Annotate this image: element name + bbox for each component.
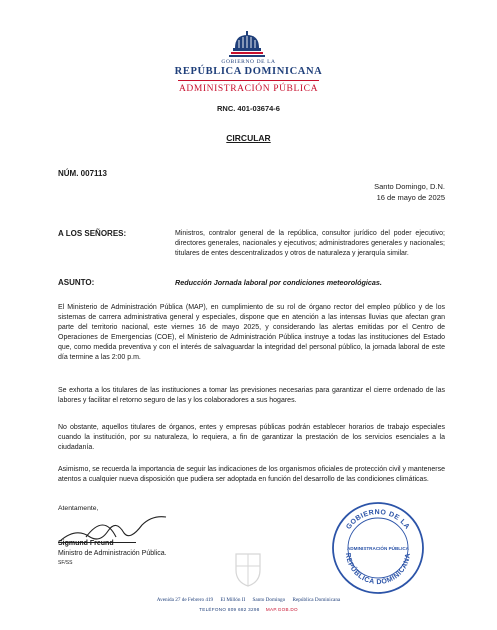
footer-phone: TELÉFONO 809 682 3298 bbox=[199, 607, 260, 612]
footer-street: Avenida 27 de Febrero 419 bbox=[156, 597, 214, 603]
place-date bbox=[374, 181, 445, 203]
dome-logo-icon bbox=[229, 31, 265, 57]
svg-text:REPÚBLICA DOMINICANA bbox=[344, 552, 412, 586]
official-seal-stamp bbox=[330, 500, 426, 596]
government-small-text: GOBIERNO DE LA bbox=[221, 59, 276, 65]
recipients-label: A LOS SEÑORES: bbox=[58, 229, 127, 238]
rnc-number: RNC. 401-03674-6 bbox=[217, 104, 280, 113]
footer-district: El Millón II bbox=[220, 597, 246, 603]
stamp-top-text: GOBIERNO DE LA bbox=[345, 508, 411, 531]
header-divider bbox=[178, 80, 319, 81]
document-type: CIRCULAR bbox=[226, 133, 271, 143]
initials: SF/SS bbox=[58, 560, 73, 566]
body-paragraph-1: El Ministerio de Administración Pública (MAP), en cumplimiento de su rol de órgano rector del empleo público y de los sistemas de carrera administrativa general y especiales, dispone que en atención a las intensas lluvias que afectan gran parte del territorio nacional, este viernes 16 de mayo 2025, y considerando las alertas emitidas por el Centro de Operaciones de Emergencias (COE), el Ministerio de Administración Pública instruye a todas las instituciones del Estado que, como medida preventiva y con el interés de salvaguardar la integridad del personal público, la jornada laboral de este día termine a las 2:00 p.m. bbox=[58, 304, 445, 361]
signer-title: Ministro de Administración Pública. bbox=[58, 550, 167, 557]
stamp-middle-text: ADMINISTRACIÓN PÚBLICA bbox=[346, 546, 410, 551]
salutation: Atentamente, bbox=[58, 505, 99, 512]
footer-city: Santo Domingo bbox=[252, 597, 286, 603]
date: 16 de mayo de 2025 bbox=[376, 193, 445, 202]
coat-of-arms-watermark-icon bbox=[228, 548, 268, 588]
signer-name: Sigmund Freund bbox=[58, 540, 114, 547]
stamp-bottom-text: REPÚBLICA DOMINICANA bbox=[343, 552, 413, 587]
place: Santo Domingo, D.N. bbox=[374, 182, 445, 191]
body-paragraph-4: Asimismo, se recuerda la importancia de seguir las indicaciones de los organismos oficiales de protección civil y mantenerse atentos a cualquier nueva disposición que pudiera ser adoptada en función del desarrollo de las condiciones climáticas. bbox=[58, 466, 445, 483]
circular-number: NÚM. 007113 bbox=[58, 169, 107, 178]
government-name: REPÚBLICA DOMINICANA bbox=[174, 66, 323, 77]
footer-address bbox=[0, 597, 497, 603]
subject-label: ASUNTO: bbox=[58, 278, 95, 287]
footer-contact bbox=[0, 607, 497, 612]
footer-website-link[interactable]: MAP.GOB.DO bbox=[265, 607, 298, 612]
body-paragraph-2: Se exhorta a los titulares de las instituciones a tomar las previsiones necesarias para garantizar el cierre ordenado de las labores y facilitar el retorno seguro de las y los colaboradores a sus hogares. bbox=[58, 387, 445, 404]
footer-country: República Dominicana bbox=[292, 597, 341, 603]
institution-name: ADMINISTRACIÓN PÚBLICA bbox=[178, 84, 319, 94]
body-paragraph-3: No obstante, aquellos titulares de órganos, entes y empresas públicas podrán establecer horarios de trabajo especiales cuando la institución, por su naturaleza, lo requiera, a fin de garantizar la prestación de los servicios esenciales a la ciudadanía. bbox=[58, 424, 445, 451]
subject-text: Reducción Jornada laboral por condiciones meteorológicas. bbox=[175, 278, 382, 287]
svg-text:GOBIERNO DE LA bbox=[345, 509, 411, 531]
recipients-text: Ministros, contralor general de la república, consultor jurídico del poder ejecutivo; directores generales, nacionales y ejecutivos; administradores generales y nacionales; titulares de entes descentralizados y otros de naturaleza y jerarquía similar. bbox=[175, 230, 445, 257]
